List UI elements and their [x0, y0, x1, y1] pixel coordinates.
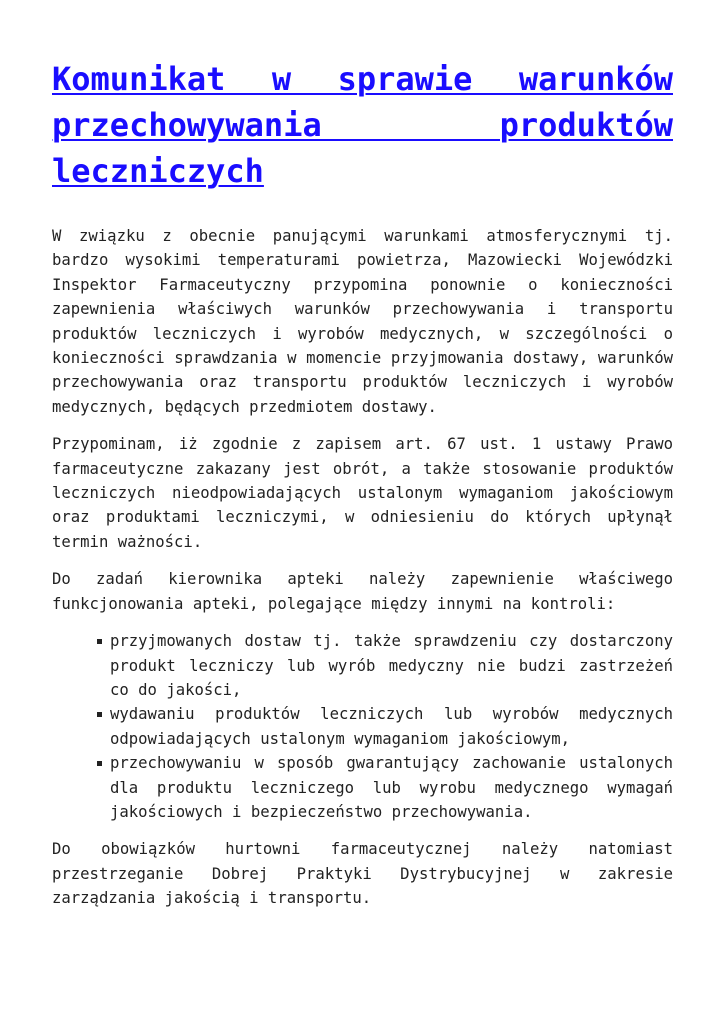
list-item-text: przechowywaniu w sposób gwarantujący zachowanie ustalonych dla produktu leczniczego lub wyrobu medycznego wymagań jakościowych i bezpieczeństwo przechowywania.	[110, 754, 673, 821]
article	[52, 56, 673, 924]
paragraph-wholesale: Do obowiązków hurtowni farmaceutycznej należy natomiast przestrzeganie Dobrej Praktyki Dystrybucyjnej w zakresie zarządzania jakością i transportu.	[52, 840, 673, 908]
square-bullet-icon	[97, 639, 102, 644]
list-item	[110, 702, 673, 751]
list-item	[110, 751, 673, 824]
paragraph-duties-pharmacy: Do zadań kierownika apteki należy zapewnienie właściwego funkcjonowania apteki, polegające między innymi na kontroli:	[52, 570, 673, 613]
list-item-text: wydawaniu produktów leczniczych lub wyrobów medycznych odpowiadających ustalonym wymaganiom jakościowym,	[110, 705, 673, 748]
paragraph-intro: W związku z obecnie panującymi warunkami atmosferycznymi tj. bardzo wysokimi temperaturami powietrza, Mazowiecki Wojewódzki Inspektor Farmaceutyczny przypomina ponownie o konieczności zapewnienia właściwych warunków przechowywania i transportu produktów leczniczych i wyrobów medycznych, w szczególności o konieczności sprawdzania w momencie przyjmowania dostawy, warunków przechowywania oraz transportu produktów leczniczych i wyrobów medycznych, będących przedmiotem dostawy.	[52, 227, 673, 416]
title-link[interactable]: Komunikat w sprawie warunków przechowywania produktów leczniczych	[52, 60, 673, 190]
list-item	[110, 629, 673, 702]
list-item-text: przyjmowanych dostaw tj. także sprawdzeniu czy dostarczony produkt leczniczy lub wyrób medyczny nie budzi zastrzeżeń co do jakości,	[110, 632, 673, 699]
paragraph-law: Przypominam, iż zgodnie z zapisem art. 67 ust. 1 ustawy Prawo farmaceutyczne zakazany jest obrót, a także stosowanie produktów leczniczych nieodpowiadających ustalonym wymaganiom jakościowym oraz produktami leczniczymi, w odniesieniu do których upłynął termin ważności.	[52, 435, 673, 551]
control-list	[52, 629, 673, 824]
square-bullet-icon	[97, 712, 102, 717]
page-title	[52, 56, 673, 194]
square-bullet-icon	[97, 761, 102, 766]
